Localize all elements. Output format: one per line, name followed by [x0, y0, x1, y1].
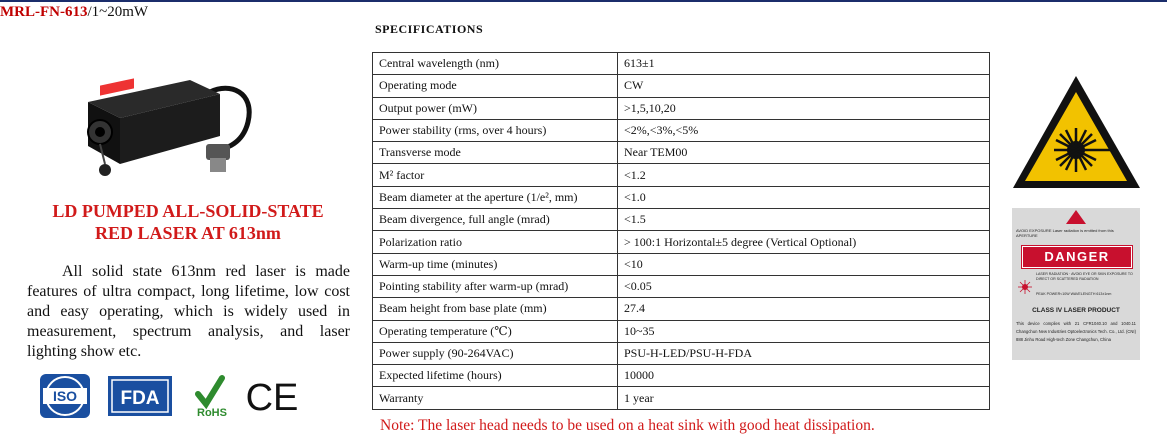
ce-logo: [246, 377, 299, 419]
laser-class-label: [1012, 208, 1140, 360]
triangle-icon: [1066, 210, 1086, 224]
class-text: CLASS IV LASER PRODUCT: [1032, 307, 1120, 314]
spec-label: Transverse mode: [373, 142, 618, 164]
fda-text: FDA: [120, 388, 160, 409]
heat-sink-note: Note: The laser head needs to be used on a heat sink with good heat dissipation.: [380, 417, 875, 434]
spec-row: [373, 365, 990, 387]
spec-value: > 100:1 Horizontal±5 degree (Vertical Optional): [618, 231, 990, 253]
spec-value: <2%,<3%,<5%: [618, 119, 990, 141]
spec-value: <10: [618, 253, 990, 275]
spec-value: 1 year: [618, 387, 990, 409]
spec-row: [373, 387, 990, 409]
spec-label: Polarization ratio: [373, 231, 618, 253]
spec-label: Beam diameter at the aperture (1/e², mm): [373, 186, 618, 208]
spec-value: <1.2: [618, 164, 990, 186]
ce-text: CE: [245, 377, 299, 419]
spec-label: Output power (mW): [373, 97, 618, 119]
iso-logo: [40, 374, 90, 418]
spec-row: [373, 186, 990, 208]
laser-product-image: [70, 72, 260, 182]
spec-value: CW: [618, 75, 990, 97]
spec-label: M² factor: [373, 164, 618, 186]
model-title: [0, 4, 148, 21]
spec-label: Operating mode: [373, 75, 618, 97]
spec-label: Warm-up time (minutes): [373, 253, 618, 275]
fda-logo: [108, 376, 172, 416]
spec-value: 10000: [618, 365, 990, 387]
danger-banner: DANGER: [1022, 246, 1132, 268]
spec-value: PSU-H-LED/PSU-H-FDA: [618, 342, 990, 364]
spec-value: Near TEM00: [618, 142, 990, 164]
rohs-logo: [197, 378, 227, 419]
spec-label: Expected lifetime (hours): [373, 365, 618, 387]
spec-value: <0.05: [618, 275, 990, 297]
radiation-text: LASER RADIATION · AVOID EYE OR SKIN EXPOSURE TO DIRECT OR SCATTERED RADIATION: [1036, 272, 1133, 281]
spec-label: Pointing stability after warm-up (mrad): [373, 275, 618, 297]
avoid-exposure-text: AVOID EXPOSURE Laser radiation is emitted from this APERTURE: [1016, 228, 1114, 238]
spec-value: >1,5,10,20: [618, 97, 990, 119]
spec-row: [373, 209, 990, 231]
specifications-table: [372, 52, 990, 410]
spec-value: 10~35: [618, 320, 990, 342]
spec-value: <1.0: [618, 186, 990, 208]
rohs-text: RoHS: [197, 407, 227, 419]
compliance-text: This device complies with 21 CFR1040.10 and 1040.11 Changchun New Industries Optoelectronics Tech. Co., Ltd. (CNI) 888 Jinhu Road High-tech Zone Changchun, China: [1016, 321, 1136, 342]
spec-row: [373, 231, 990, 253]
spec-row: [373, 142, 990, 164]
spec-row: [373, 75, 990, 97]
power-wavelength-text: PEAK POWER<10W WAVELENGTH 613±1nm: [1036, 292, 1112, 296]
specifications-title: SPECIFICATIONS: [375, 22, 484, 36]
spec-label: Warranty: [373, 387, 618, 409]
spec-label: Beam height from base plate (mm): [373, 298, 618, 320]
spec-row: [373, 97, 990, 119]
model-power: /1~20mW: [87, 4, 149, 20]
spec-row: [373, 320, 990, 342]
spec-row: [373, 164, 990, 186]
spec-row: [373, 298, 990, 320]
laser-burst-icon: [1018, 280, 1032, 294]
product-description: All solid state 613nm red laser is made features of ultra compact, long lifetime, low cost and easy operating, which is widely used in measurement, spectrum analysis, and laser lighting show etc.: [27, 263, 350, 360]
spec-label: Power supply (90-264VAC): [373, 342, 618, 364]
spec-value: <1.5: [618, 209, 990, 231]
header-rule: [0, 0, 1167, 2]
spec-row: [373, 275, 990, 297]
headline-line-1: LD PUMPED ALL-SOLID-STATE: [52, 201, 324, 221]
headline-line-2: RED LASER AT 613nm: [95, 223, 281, 243]
product-headline: [0, 200, 376, 244]
iso-text: ISO: [52, 388, 78, 404]
spec-label: Operating temperature (℃): [373, 320, 618, 342]
spec-value: 613±1: [618, 53, 990, 75]
certification-logos: [40, 372, 310, 420]
laser-warning-sign: [1010, 72, 1143, 192]
spec-value: 27.4: [618, 298, 990, 320]
spec-label: Beam divergence, full angle (mrad): [373, 209, 618, 231]
model-code: MRL-FN-613: [0, 4, 88, 20]
spec-row: [373, 53, 990, 75]
spec-row: [373, 253, 990, 275]
spec-row: [373, 342, 990, 364]
spec-label: Central wavelength (nm): [373, 53, 618, 75]
spec-label: Power stability (rms, over 4 hours): [373, 119, 618, 141]
spec-row: [373, 119, 990, 141]
